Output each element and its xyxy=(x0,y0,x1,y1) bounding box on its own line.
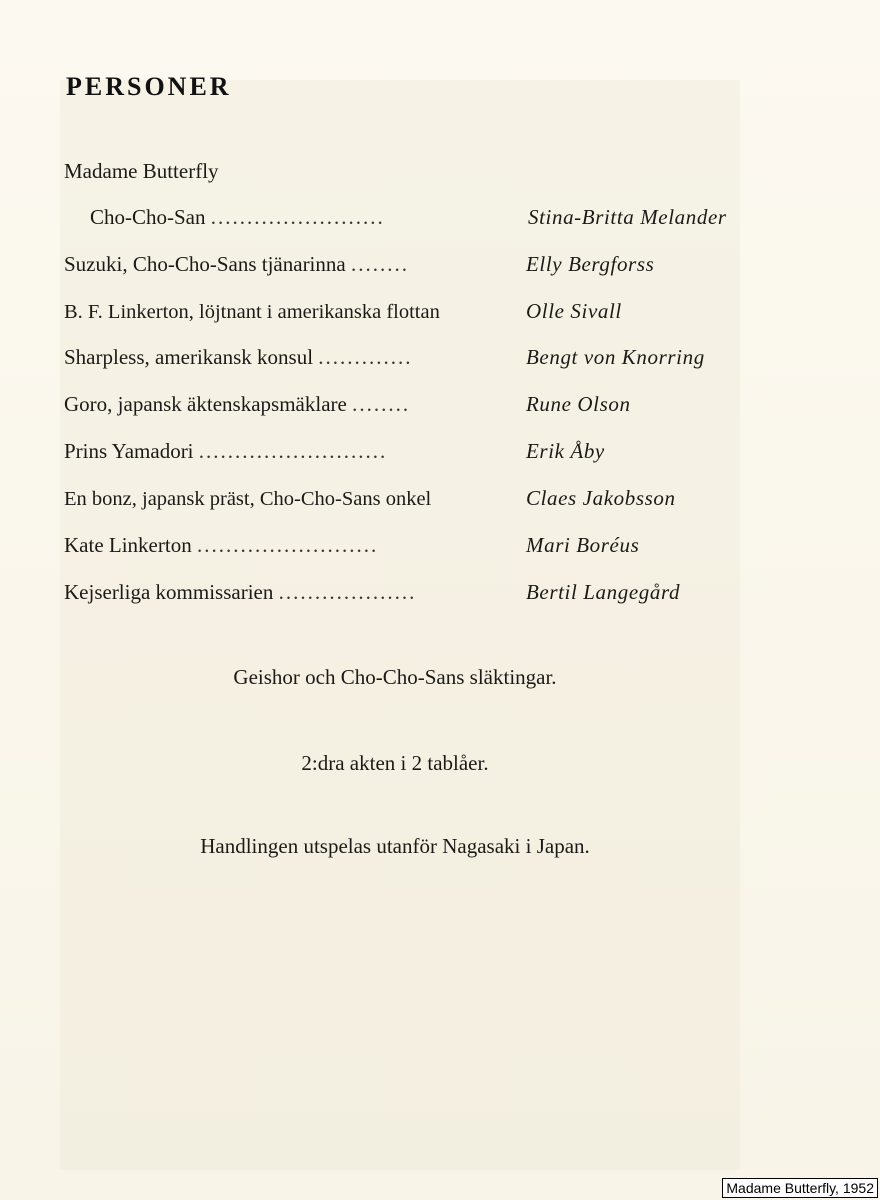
leader-dots: .......................... xyxy=(198,439,388,463)
cast-row xyxy=(64,344,764,370)
cast-row xyxy=(64,532,764,558)
cast-row xyxy=(64,158,764,184)
leader-dots: ................... xyxy=(278,580,417,604)
cast-row xyxy=(64,579,764,605)
cast-role: B. F. Linkerton, löjtnant i amerikanska flottan xyxy=(64,301,440,323)
cast-role: Goro, japansk äktenskapsmäklare xyxy=(64,392,347,416)
cast-role: Suzuki, Cho-Cho-Sans tjänarinna xyxy=(64,252,346,276)
cast-actor: Mari Boréus xyxy=(526,533,640,557)
cast-actor: Claes Jakobsson xyxy=(526,486,676,510)
leader-dots: ........................ xyxy=(210,205,385,229)
cast-row xyxy=(64,485,764,512)
cast-actor: Bengt von Knorring xyxy=(526,345,705,369)
cast-role: Kejserliga kommissarien xyxy=(64,580,274,604)
cast-row xyxy=(64,298,764,325)
cast-actor: Olle Sivall xyxy=(526,299,622,323)
acts-note: 2:dra akten i 2 tablåer. xyxy=(301,751,489,775)
cast-role: Prins Yamadori xyxy=(64,439,194,463)
cast-actor: Erik Åby xyxy=(526,439,605,463)
cast-row xyxy=(64,251,764,277)
leader-dots: ............. xyxy=(318,345,413,369)
cast-actor: Stina-Britta Melander xyxy=(528,205,727,229)
cast-role: En bonz, japansk präst, Cho-Cho-Sans onkel xyxy=(64,488,432,510)
cast-role: Madame Butterfly xyxy=(64,159,219,183)
setting-note: Handlingen utspelas utanför Nagasaki i Japan. xyxy=(200,834,590,858)
cast-role: Sharpless, amerikansk konsul xyxy=(64,345,314,369)
show-through-shading xyxy=(60,80,740,1170)
leader-dots: ......................... xyxy=(196,533,379,557)
leader-dots: ........ xyxy=(352,392,411,416)
cast-actor: Bertil Langegård xyxy=(526,580,681,604)
chorus-note: Geishor och Cho-Cho-Sans släktingar. xyxy=(233,665,557,689)
cast-actor: Rune Olson xyxy=(526,392,631,416)
image-caption: Madame Butterfly, 1952 xyxy=(722,1178,878,1198)
cast-row xyxy=(64,391,764,417)
cast-row xyxy=(64,438,764,464)
cast-role: Cho-Cho-San xyxy=(90,205,206,229)
page-title: PERSONER xyxy=(66,72,232,101)
cast-role: Kate Linkerton xyxy=(64,533,192,557)
cast-actor: Elly Bergforss xyxy=(526,252,655,276)
cast-row xyxy=(90,204,790,230)
leader-dots: ........ xyxy=(350,252,409,276)
